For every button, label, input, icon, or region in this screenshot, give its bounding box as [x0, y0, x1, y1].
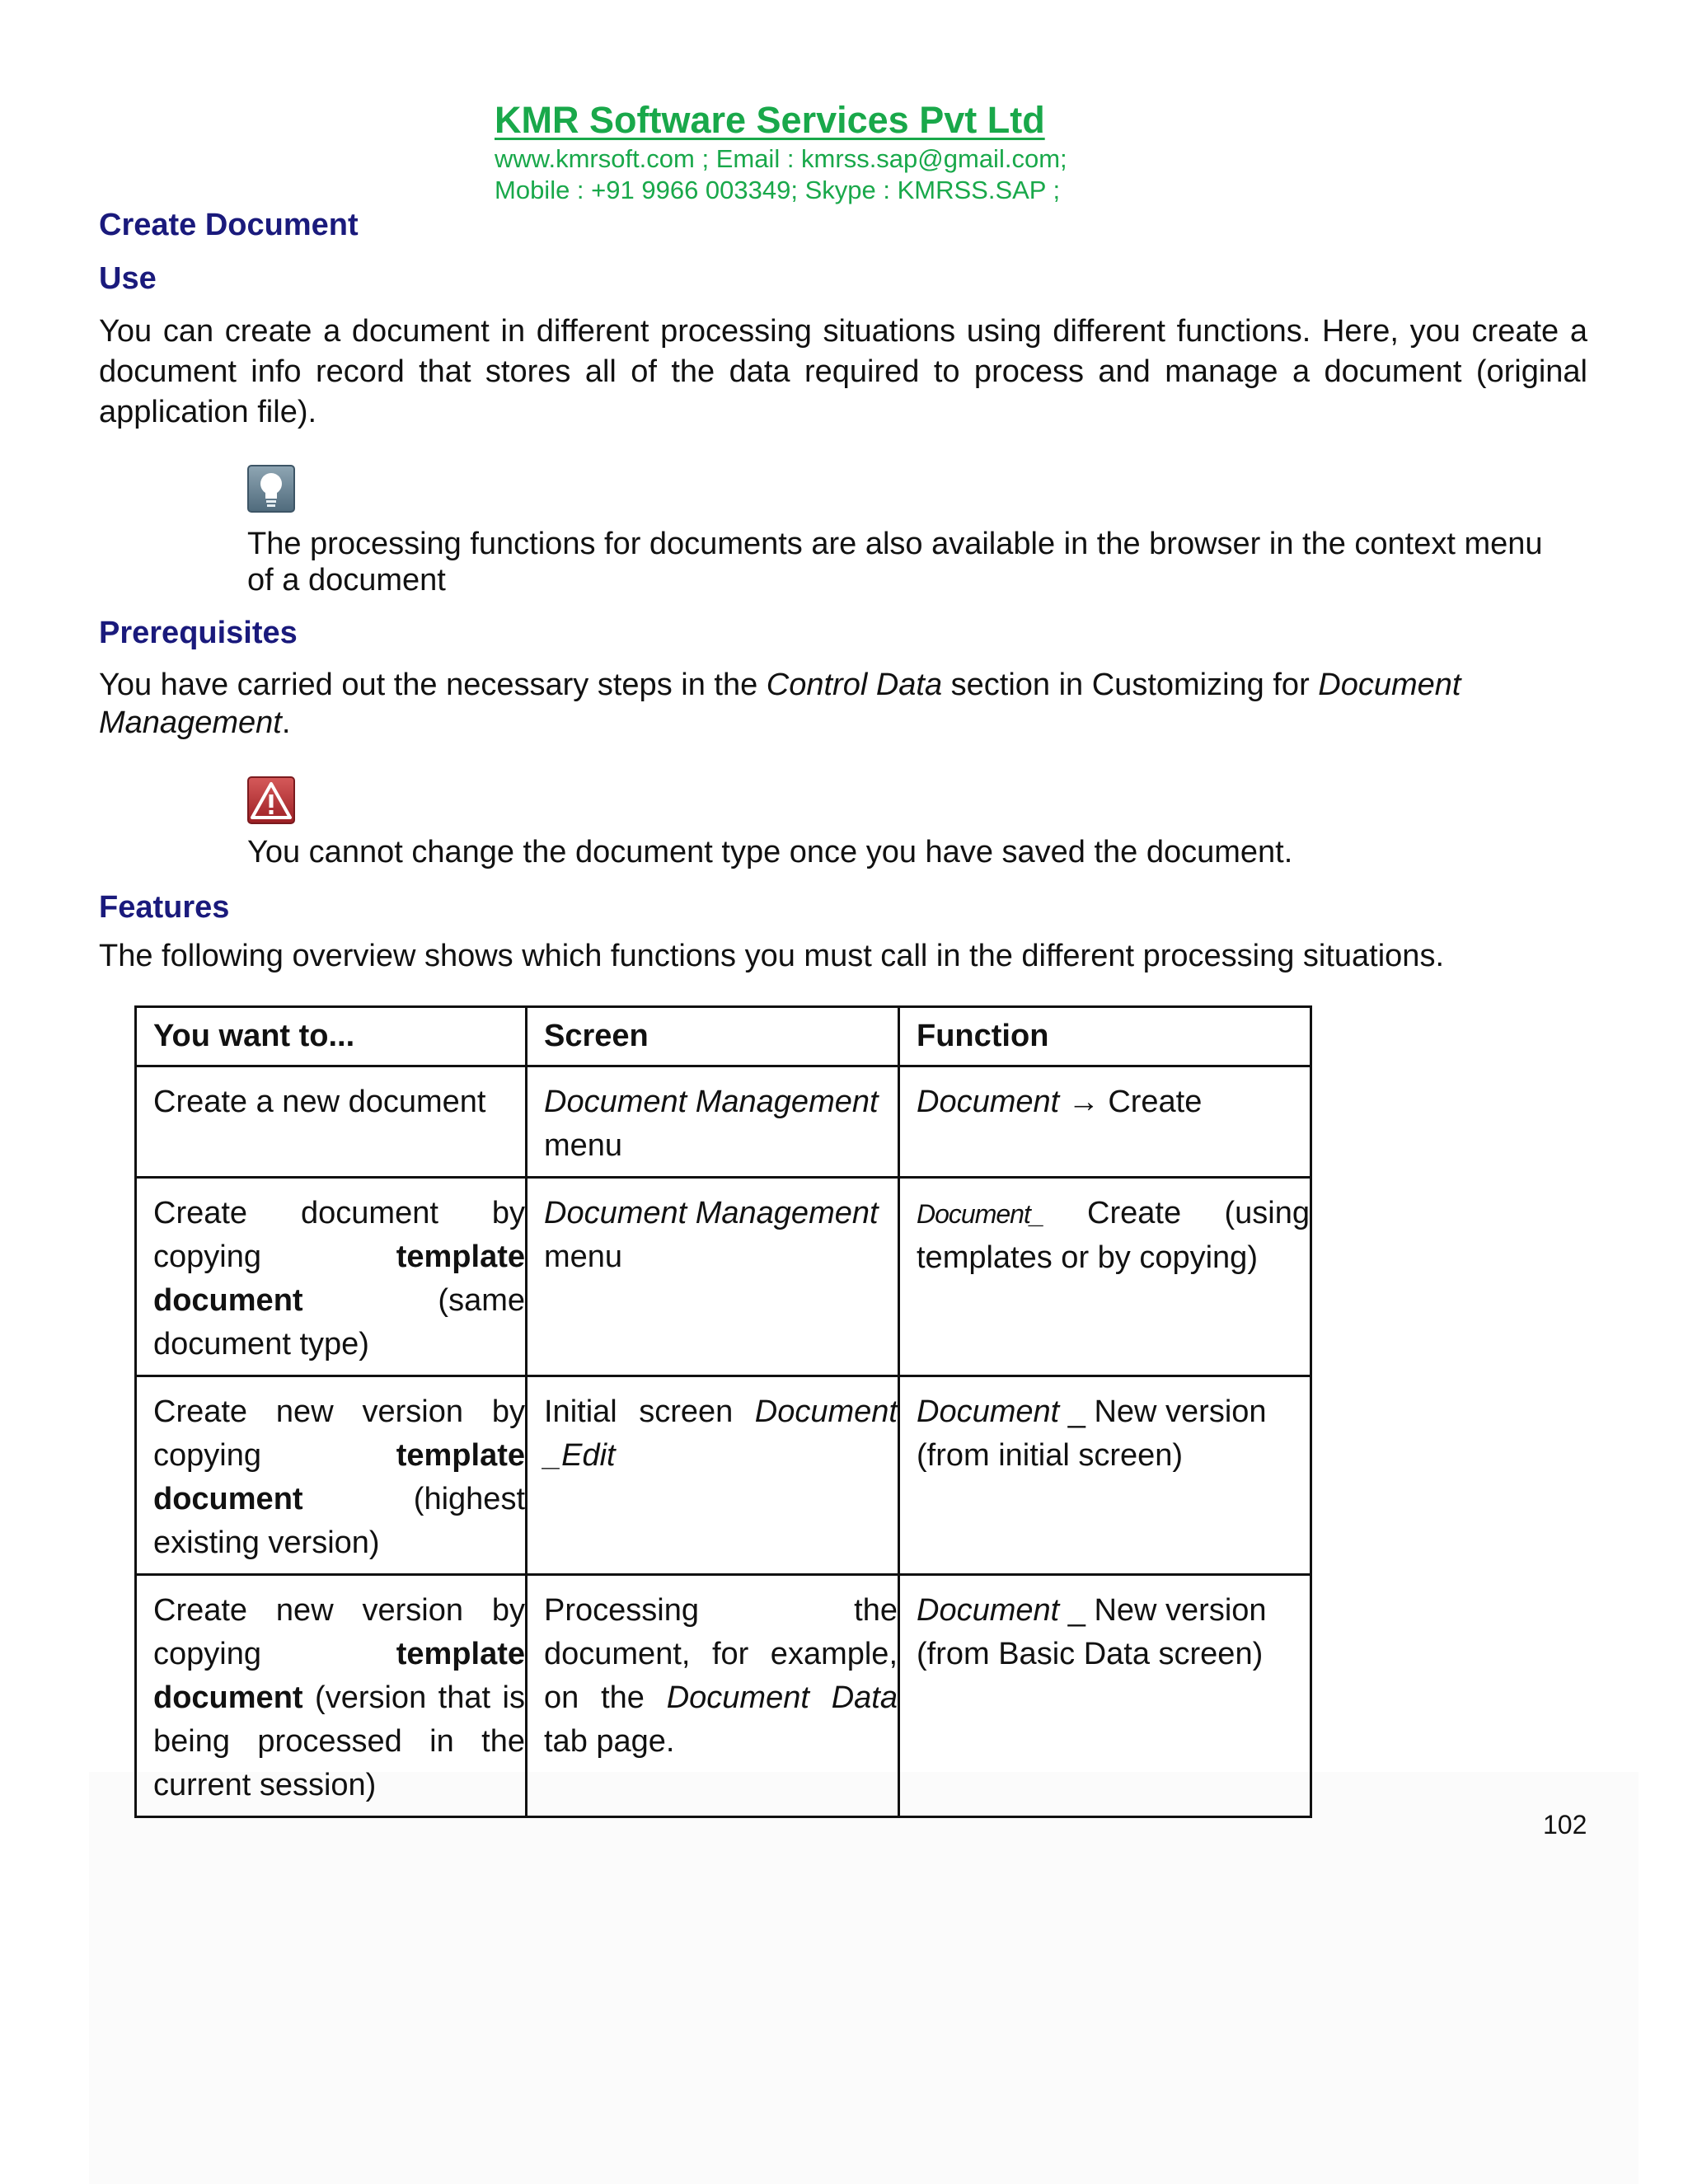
- want-cell: Create new version by copying template document (highest existing version): [136, 1376, 527, 1575]
- page-title: Create Document: [99, 208, 359, 242]
- table-row: [136, 1575, 1311, 1817]
- contact-line-phone-skype: Mobile : +91 9966 003349; Skype : KMRSS.SAP ;: [495, 176, 1061, 204]
- functions-table: [134, 1005, 1312, 1818]
- warning-icon: [247, 776, 295, 824]
- prerequisites-paragraph: You have carried out the necessary steps in the Control Data section in Customizing for Document Management.: [99, 668, 1461, 740]
- features-heading: Features: [99, 890, 230, 925]
- function-cell: Document → Create: [899, 1066, 1311, 1178]
- use-paragraph: You can create a document in different processing situations using different functions. Here, you create a document info record that stores all of the data required to process and manage a document (original application file).: [99, 314, 1587, 429]
- column-header-screen: Screen: [527, 1007, 899, 1066]
- screen-cell: Initial screen Document _Edit: [527, 1376, 899, 1575]
- warning-note: You cannot change the document type once you have saved the document.: [247, 835, 1293, 869]
- function-cell: Document _ New version (from Basic Data screen): [899, 1575, 1311, 1817]
- table-header-row: [136, 1007, 1311, 1066]
- want-cell: Create document by copying template document (same document type): [136, 1178, 527, 1376]
- table-row: [136, 1376, 1311, 1575]
- want-cell: Create a new document: [136, 1066, 527, 1178]
- table-row: [136, 1178, 1311, 1376]
- lightbulb-icon: [247, 465, 295, 513]
- screen-cell: Processing the document, for example, on the Document Data tab page.: [527, 1575, 899, 1817]
- tip-note: The processing functions for documents are also available in the browser in the context menu of a document: [247, 527, 1543, 598]
- want-cell: Create new version by copying template document (version that is being processed in the current session): [136, 1575, 527, 1817]
- page-shading: [89, 1772, 1639, 2184]
- screen-cell: Document Management menu: [527, 1066, 899, 1178]
- table-row: [136, 1066, 1311, 1178]
- screen-cell: Document Management menu: [527, 1178, 899, 1376]
- contact-line-web-email: www.kmrsoft.com ; Email : kmrss.sap@gmail.com;: [495, 144, 1067, 173]
- column-header-function: Function: [899, 1007, 1311, 1066]
- features-paragraph: The following overview shows which functions you must call in the different processing situations.: [99, 939, 1444, 973]
- page-number: 102: [1543, 1810, 1587, 1840]
- column-header-want: You want to...: [136, 1007, 527, 1066]
- letterhead: [495, 97, 1067, 206]
- prerequisites-heading: Prerequisites: [99, 616, 298, 650]
- function-cell: Document _ New version (from initial screen): [899, 1376, 1311, 1575]
- use-heading: Use: [99, 261, 157, 296]
- function-cell: Document_ Create (using templates or by copying): [899, 1178, 1311, 1376]
- company-name: KMR Software Services Pvt Ltd: [495, 99, 1045, 141]
